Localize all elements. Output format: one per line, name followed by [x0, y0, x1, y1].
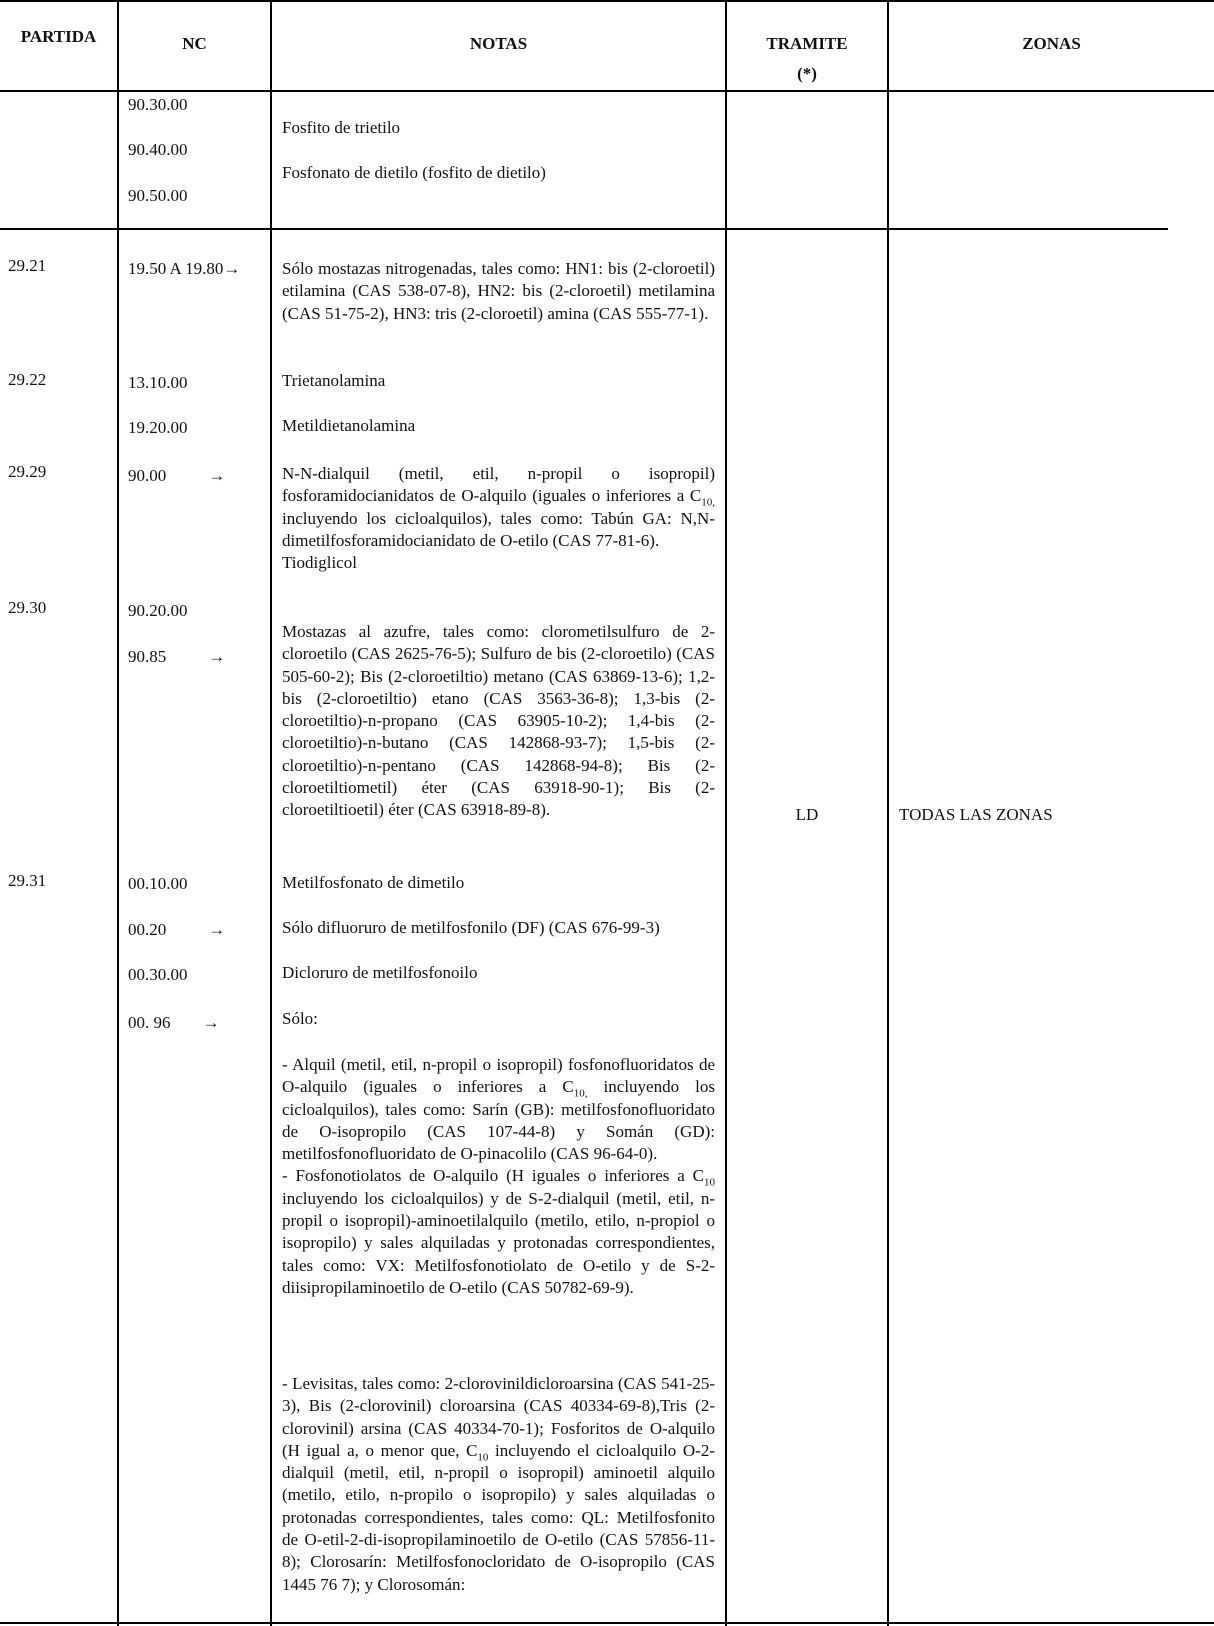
tramite-value: LD: [795, 805, 819, 824]
nc-code: [128, 646, 225, 668]
col-divider-2: [270, 0, 272, 1626]
nc-code: 90.20.00: [128, 601, 188, 620]
note-tiodiglicol: Tiodiglicol: [282, 553, 357, 573]
section-separator: [0, 228, 1168, 230]
partida-code: 29.30: [8, 598, 47, 617]
note-tabun: [282, 463, 715, 552]
note-fosfonotiolatos: [282, 1165, 715, 1299]
header-notas: NOTAS: [469, 34, 528, 53]
nc-code: 90.50.00: [128, 186, 188, 205]
col-divider-4: [887, 0, 889, 1626]
arrow-icon: →: [202, 1013, 220, 1032]
arrow-icon: →: [208, 466, 226, 485]
nc-code: 00.30.00: [128, 965, 188, 984]
nc-code: [128, 1012, 220, 1034]
note-text: [282, 463, 715, 574]
subscript: 10: [704, 1176, 715, 1189]
nc-code: 19.20.00: [128, 418, 188, 437]
note-part: - Fosfonotiolatos de O-alquilo (H iguales o inferiores a C: [282, 1166, 704, 1186]
note-text: [282, 1373, 715, 1596]
nc-code: 90.30.00: [128, 95, 188, 114]
bottom-border: [0, 1622, 1214, 1624]
note-text: Fosfonato de dietilo (fosfito de dietilo): [282, 163, 546, 182]
nc-code-value: 00. 96: [128, 1013, 171, 1032]
note-levisitas: [282, 1373, 715, 1596]
header-tramite: TRAMITE: [766, 34, 848, 53]
subscript: 10,: [701, 496, 715, 509]
nc-code: 90.40.00: [128, 140, 188, 159]
note-text: [282, 1054, 715, 1299]
arrow-icon: →: [208, 920, 226, 939]
partida-code: 29.31: [8, 871, 47, 890]
nc-code-value: 90.85: [128, 647, 167, 666]
nc-code: 13.10.00: [128, 373, 188, 392]
note-text: Metilfosfonato de dimetilo: [282, 873, 465, 892]
header-bottom-border: [0, 90, 1214, 92]
note-text: Sólo mostazas nitrogenadas, tales como: HN1: bis (2-cloroetil) etilamina (CAS 538-07-8), HN2: bis (2-cloroetil) metilamina (CAS 51-75-2), HN3: tris (2-cloroetil) amina (CAS 555-77-1).: [282, 259, 715, 323]
header-nc: NC: [182, 34, 207, 53]
nc-code: [128, 919, 225, 941]
nc-code: 19.50 A 19.80→: [128, 259, 241, 278]
header-partida: PARTIDA: [20, 27, 97, 46]
note-part: incluyendo los cicloalquilos) y de S-2-dialquil (metil, etil, n-propil o isopropil)-aminoetilalquilo (metilo, etilo, n-propiol o isopropilo) y sales alquiladas y protonadas correspondientes, tales como: VX: Metilfosfonotiolato de O-etilo y de S-2-diisipropilaminoetilo de O-etilo (CAS 50782-69-9).: [282, 1188, 715, 1297]
note-part: incluyendo los cicloalquilos), tales como: Tabún GA: N,N-dimetilfosforamidocianidato de O-etilo (CAS 77-81-6).: [282, 508, 715, 550]
note-text: Sólo:: [282, 1009, 318, 1028]
note-part: - Levisitas, tales como: 2-clorovinildicloroarsina (CAS 541-25-3), Bis (2-clorovinil) cloroarsina (CAS 40334-69-8),Tris (2-clorovinil) arsina (CAS 40334-70-1); Fosforitos de O-alquilo (H igual a, o menor que, C: [282, 1374, 715, 1460]
subscript: 10,: [573, 1087, 588, 1100]
subscript: 10: [477, 1451, 489, 1464]
header-zonas: ZONAS: [1022, 34, 1081, 53]
nc-code: [128, 465, 225, 487]
partida-code: 29.21: [8, 256, 47, 275]
note-text: Mostazas al azufre, tales como: clorometilsulfuro de 2-cloroetilo (CAS 2625-76-5); Sulfuro de bis (2-cloroetilo) (CAS 505-60-2); Bis (2-cloroetiltio) metano (CAS 63869-13-6); 1,2-bis (2-cloroetiltio) etano (CAS 3563-36-8); 1,3-bis (2-cloroetiltio)-n-propano (CAS 63905-10-2); 1,4-bis (2-cloroetiltio)-n-butano (CAS 142868-93-7); 1,5-bis (2-cloroetiltio)-n-pentano (CAS 142868-94-8); Bis (2-cloroetiltiometil) éter (CAS 63918-90-1); Bis (2-cloroetiltioetil) éter (CAS 63918-89-8).: [282, 622, 715, 820]
header-tramite-note: (*): [797, 64, 817, 83]
nc-code-value: 00.20: [128, 920, 167, 939]
zonas-value: TODAS LAS ZONAS: [899, 805, 1053, 824]
arrow-icon: →: [208, 647, 226, 666]
nc-code-value: 90.00: [128, 466, 167, 485]
top-border: [0, 0, 1214, 2]
note-part: - Alquil (metil, etil, n-propil o isopropil) fosfonofluoridatos de O-alquilo (iguales o inferiores a C: [282, 1055, 715, 1097]
partida-code: 29.22: [8, 370, 47, 389]
note-part: N-N-dialquil (metil, etil, n-propil o isopropil) fosforamidocianidatos de O-alquilo (iguales o inferiores a C: [282, 464, 715, 506]
note-text: Sólo difluoruro de metilfosfonilo (DF) (CAS 676-99-3): [282, 918, 660, 937]
partida-code: 29.29: [8, 462, 47, 481]
note-text: Dicloruro de metilfosfonoilo: [282, 963, 478, 982]
note-text: Fosfito de trietilo: [282, 118, 401, 137]
col-divider-1: [117, 0, 119, 1626]
note-part: incluyendo el cicloalquilo O-2-dialquil (metil, etil, n-propil o isopropil) aminoetil alquilo (metilo, etilo, n-propilo o isopropilo) y sales alquiladas o protonadas correspondientes, tales como: QL: Metilfosfonito de O-etil-2-di-isopropilaminoetilo de O-etilo (CAS 57856-11-8); Clorosarín: Metilfosfonocloridato de O-isopropilo (CAS 1445 76 7); y Clorosomán:: [282, 1440, 715, 1594]
note-text: Metildietanolamina: [282, 416, 416, 435]
note-part: incluyendo los cicloalquilos), tales como: Sarín (GB): metilfosfonofluoridato de O-isopropilo (CAS 107-44-8) y Somán (GD): metilfosfonofluoridato de O-pinacolilo (CAS 96-64-0).: [282, 1077, 715, 1164]
note-alquil: [282, 1054, 715, 1165]
nc-code: 00.10.00: [128, 874, 188, 893]
note-text: Trietanolamina: [282, 371, 386, 390]
